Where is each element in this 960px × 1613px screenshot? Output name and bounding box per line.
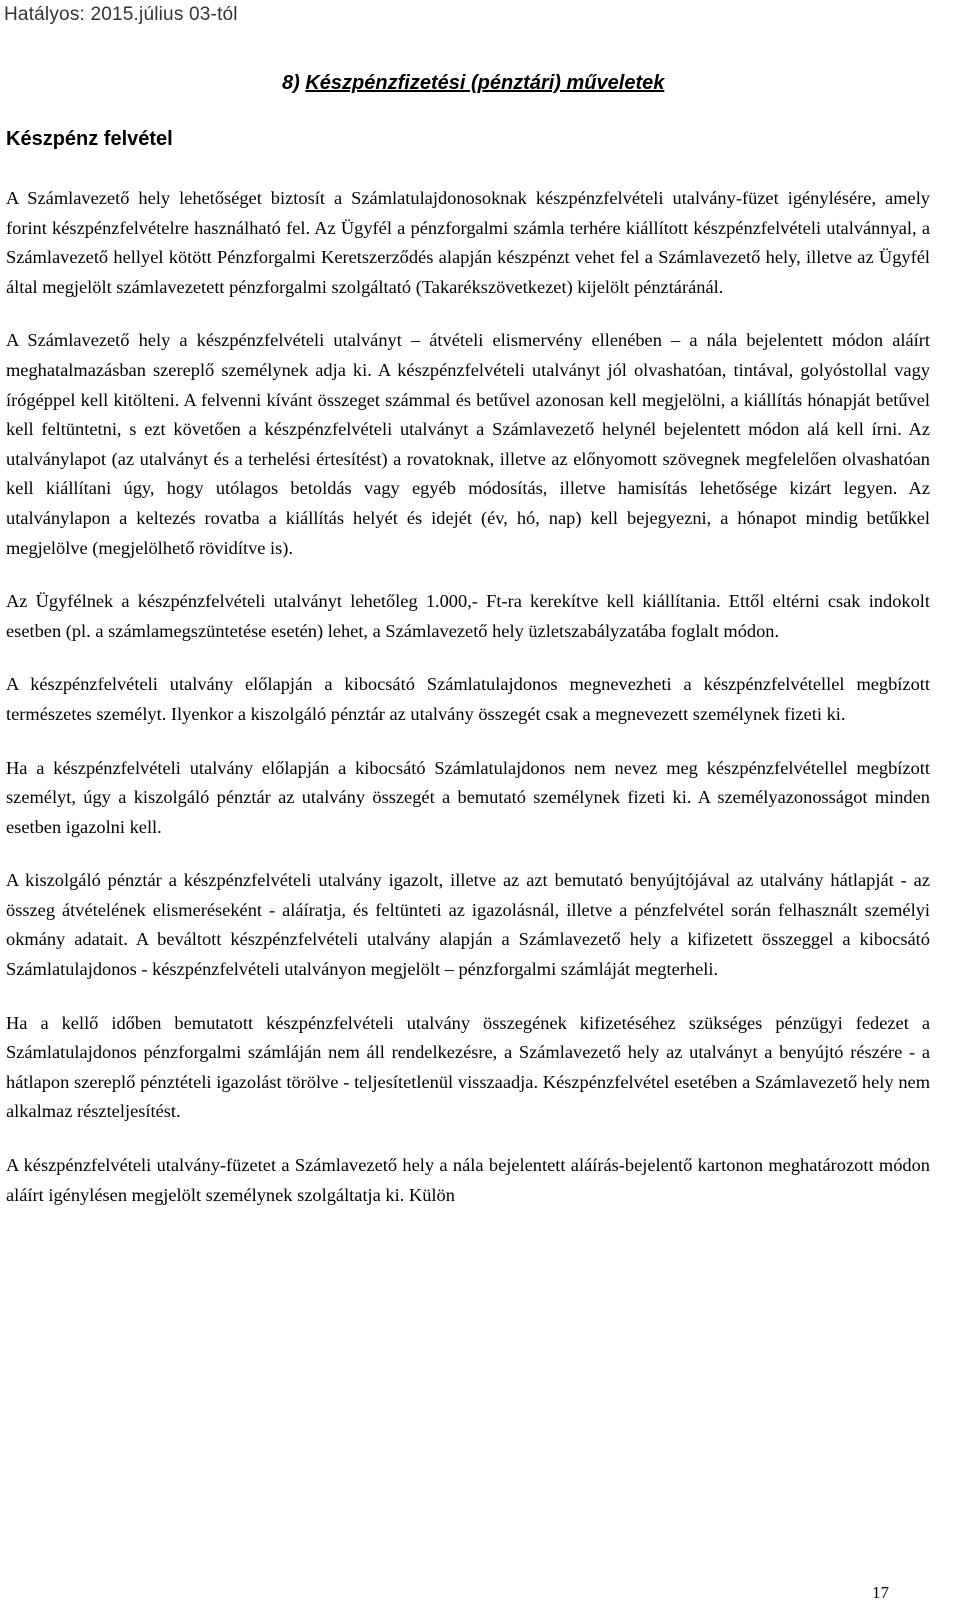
body-text xyxy=(6,184,930,1234)
paragraph: Az Ügyfélnek a készpénzfelvételi utalványt lehetőleg 1.000,- Ft-ra kerekítve kell kiállítania. Ettől eltérni csak indokolt esetben (pl. a számlamegszüntetése esetén) lehet, a Számlavezető hely üzletszabályzatába foglalt módon. xyxy=(6,591,930,641)
section-heading xyxy=(282,72,664,95)
paragraph: Ha a kellő időben bemutatott készpénzfelvételi utalvány összegének kifizetéséhez szükséges pénzügyi fedezet a Számlatulajdonos pénzforgalmi számláján nem áll rendelkezésre, a Számlavezető hely az utalványt a benyújtó részére - a hátlapon szereplő pénztételi igazolást törölve - teljesítetlenül visszaadja. Készpénzfelvétel esetében a Számlavezető hely nem alkalmaz részteljesítést. xyxy=(6,1012,930,1122)
effective-date-header: Hatályos: 2015.július 03-tól xyxy=(4,4,238,25)
paragraph: A Számlavezető hely lehetőséget biztosít a Számlatulajdonosoknak készpénzfelvételi utalvány-füzet igénylésére, amely forint készpénzfelvételre használható fel. Az Ügyfél a pénzforgalmi számla terhére kiállított készpénzfelvételi utalvánnyal, a Számlavezető hellyel kötött Pénzforgalmi Keretszerződés alapján készpénzt vehet fel a Számlavezető hely, illetve az Ügyfél által megjelölt számlavezetett pénzforgalmi szolgáltató (Takarékszövetkezet) kijelölt pénztáránál. xyxy=(6,188,930,297)
paragraph: Ha a készpénzfelvételi utalvány előlapján a kibocsátó Számlatulajdonos nem nevez meg készpénzfelvétellel megbízott személyt, úgy a kiszolgáló pénztár az utalvány összegét a bemutató személynek fizeti ki. A személyazonosságot minden esetben igazolni kell. xyxy=(6,757,930,837)
section-number: 8) xyxy=(282,72,300,94)
paragraph: A készpénzfelvételi utalvány előlapján a kibocsátó Számlatulajdonos megnevezheti a készpénzfelvétellel megbízott természetes személyt. Ilyenkor a kiszolgáló pénztár az utalvány összegét csak a megnevezett személynek fizeti ki. xyxy=(6,674,930,724)
paragraph: A Számlavezető hely a készpénzfelvételi utalványt – átvételi elismervény ellenében – a nála bejelentett módon aláírt meghatalmazásban szereplő személynek adja ki. A készpénzfelvételi utalványt jól olvashatóan, tintával, golyóstollal vagy írógéppel kell kitölteni. A felvenni kívánt összeget számmal és betűvel azonosan kell megjelölni, a kiállítás hónapját betűvel kell feltüntetni, s ezt követően a készpénzfelvételi utalványt a Számlavezető helynél bejelentett módon alá kell írni. Az utalványlapot (az utalványt és a terhelési értesítést) a rovatoknak, illetve az előnyomott szövegnek megfelelően olvashatóan kell kiállítani úgy, hogy utólagos betoldás vagy egyéb módosítás, illetve hamisítás lehetősége kizárt legyen. Az utalványlapon a keltezés rovatba a kiállítás helyét és idejét (év, hó, nap) kell bejegyezni, a hónapot mindig betűkkel megjelölve (megjelölhető rövidítve is). xyxy=(6,330,930,558)
paragraph: A készpénzfelvételi utalvány-füzetet a Számlavezető hely a nála bejelentett aláírás-bejelentő kartonon meghatározott módon aláírt igénylésen megjelölt személynek szolgáltatja ki. Külön xyxy=(6,1155,930,1205)
subsection-heading: Készpénz felvétel xyxy=(6,128,173,150)
page-number: 17 xyxy=(872,1583,889,1602)
section-title: Készpénzfizetési (pénztári) műveletek xyxy=(305,72,665,94)
paragraph: A kiszolgáló pénztár a készpénzfelvételi utalvány igazolt, illetve az azt bemutató benyújtójával az utalvány hátlapját - az összeg átvételének elismeréseként - aláíratja, és feltünteti az igazolásnál, illetve a pénzfelvétel során felhasznált személyi okmány adatait. A beváltott készpénzfelvételi utalvány alapján a Számlavezető hely a kifizetett összeggel a kibocsátó Számlatulajdonos - készpénzfelvételi utalványon megjelölt – pénzforgalmi számláját megterheli. xyxy=(6,870,930,980)
